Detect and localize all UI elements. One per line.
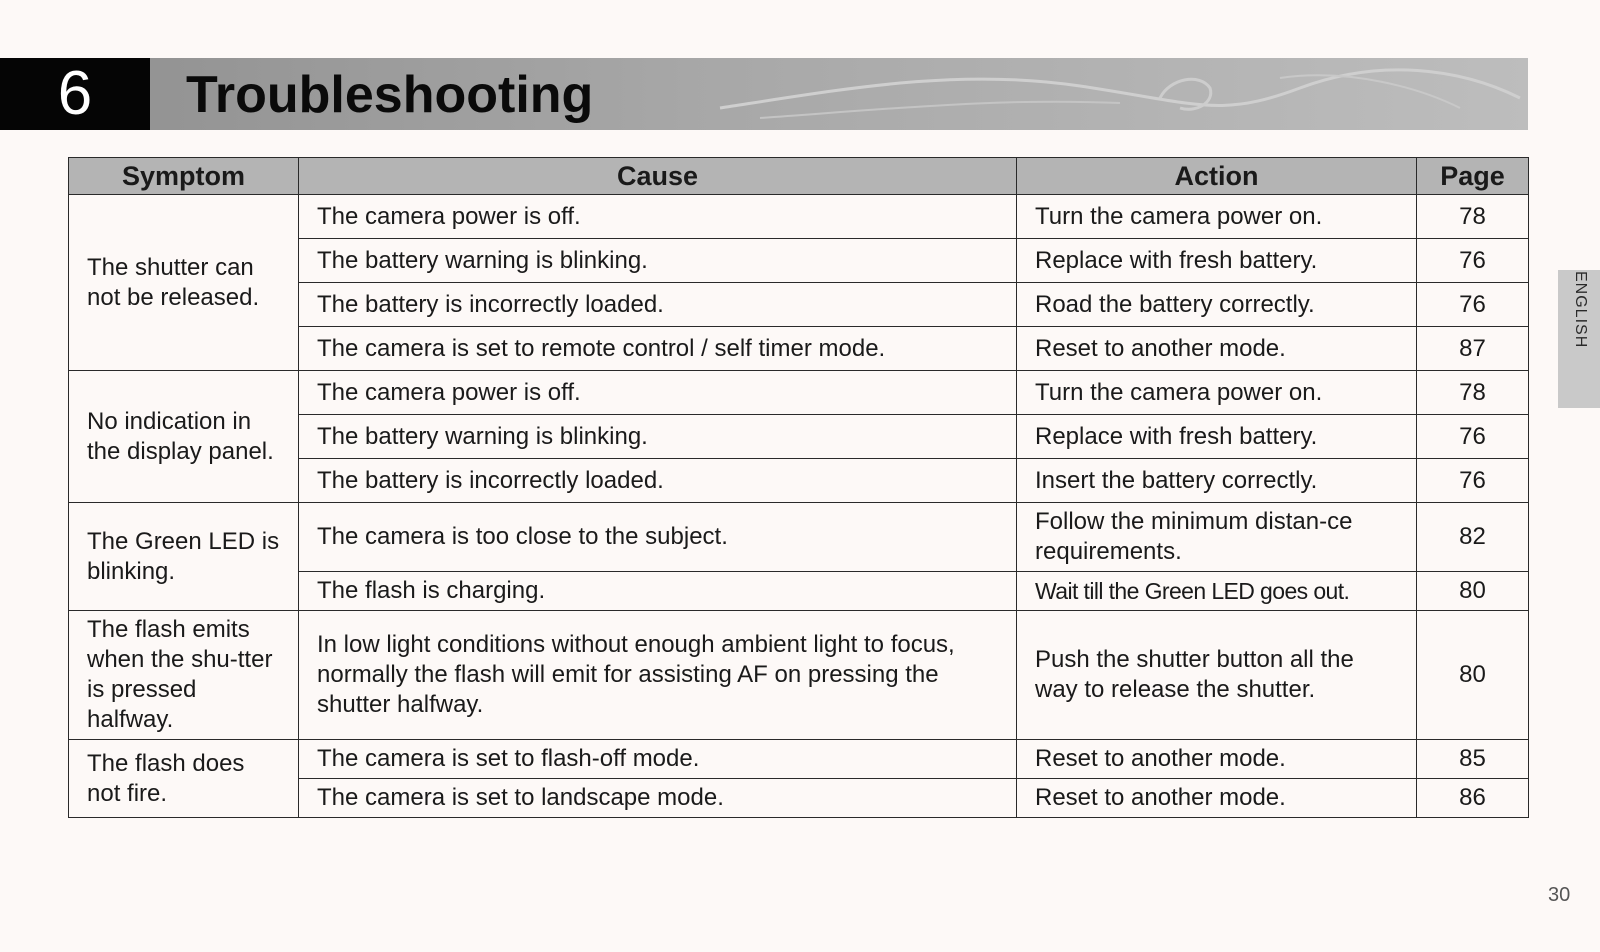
- table-row: [69, 611, 1529, 740]
- page-cell: 76: [1417, 239, 1529, 283]
- cause-cell: In low light conditions without enough ambient light to focus, normally the flash will emit for assisting AF on pressing the shutter halfway.: [299, 611, 1017, 740]
- cause-cell: The flash is charging.: [299, 572, 1017, 611]
- action-cell: Turn the camera power on.: [1017, 371, 1417, 415]
- cause-cell: The camera power is off.: [299, 371, 1017, 415]
- symptom-cell: The flash does not fire.: [69, 740, 299, 818]
- cause-cell: The camera is set to flash-off mode.: [299, 740, 1017, 779]
- action-cell: Replace with fresh battery.: [1017, 415, 1417, 459]
- page-cell: 76: [1417, 415, 1529, 459]
- cause-cell: The camera is set to remote control / self timer mode.: [299, 327, 1017, 371]
- cause-cell: The camera is too close to the subject.: [299, 503, 1017, 572]
- page-cell: 86: [1417, 779, 1529, 818]
- action-cell: Insert the battery correctly.: [1017, 459, 1417, 503]
- chapter-number: 6: [0, 58, 150, 130]
- page-cell: 80: [1417, 572, 1529, 611]
- table-row: [69, 195, 1529, 239]
- table-header-row: [69, 158, 1529, 195]
- action-cell: Road the battery correctly.: [1017, 283, 1417, 327]
- header-symptom: Symptom: [69, 158, 299, 195]
- page-cell: 78: [1417, 371, 1529, 415]
- header-cause: Cause: [299, 158, 1017, 195]
- header-action: Action: [1017, 158, 1417, 195]
- page-cell: 76: [1417, 283, 1529, 327]
- cause-cell: The battery warning is blinking.: [299, 415, 1017, 459]
- chapter-title: Troubleshooting: [186, 66, 594, 124]
- cause-cell: The camera is set to landscape mode.: [299, 779, 1017, 818]
- table-row: [69, 740, 1529, 779]
- action-cell: Reset to another mode.: [1017, 779, 1417, 818]
- page-number: 30: [1548, 884, 1571, 906]
- action-cell: Reset to another mode.: [1017, 327, 1417, 371]
- troubleshooting-table: [68, 157, 1529, 818]
- cause-cell: The battery is incorrectly loaded.: [299, 459, 1017, 503]
- cause-cell: The battery is incorrectly loaded.: [299, 283, 1017, 327]
- symptom-cell: No indication in the display panel.: [69, 371, 299, 503]
- decorative-swirl: [700, 58, 1528, 130]
- page-cell: 82: [1417, 503, 1529, 572]
- page-cell: 76: [1417, 459, 1529, 503]
- table-row: [69, 503, 1529, 572]
- cause-cell: The camera power is off.: [299, 195, 1017, 239]
- page-cell: 78: [1417, 195, 1529, 239]
- action-cell: Push the shutter button all the way to release the shutter.: [1017, 611, 1417, 740]
- action-cell: Replace with fresh battery.: [1017, 239, 1417, 283]
- action-cell: Follow the minimum distan-ce requirements.: [1017, 503, 1417, 572]
- action-cell: Reset to another mode.: [1017, 740, 1417, 779]
- symptom-cell: The flash emits when the shu-tter is pressed halfway.: [69, 611, 299, 740]
- page-cell: 80: [1417, 611, 1529, 740]
- cause-cell: The battery warning is blinking.: [299, 239, 1017, 283]
- header-page: Page: [1417, 158, 1529, 195]
- table-row: [69, 371, 1529, 415]
- action-cell: Turn the camera power on.: [1017, 195, 1417, 239]
- symptom-cell: The Green LED is blinking.: [69, 503, 299, 611]
- page-cell: 87: [1417, 327, 1529, 371]
- action-cell: Wait till the Green LED goes out.: [1017, 572, 1417, 611]
- language-label: ENGLISH: [1572, 271, 1589, 349]
- page-cell: 85: [1417, 740, 1529, 779]
- symptom-cell: The shutter can not be released.: [69, 195, 299, 371]
